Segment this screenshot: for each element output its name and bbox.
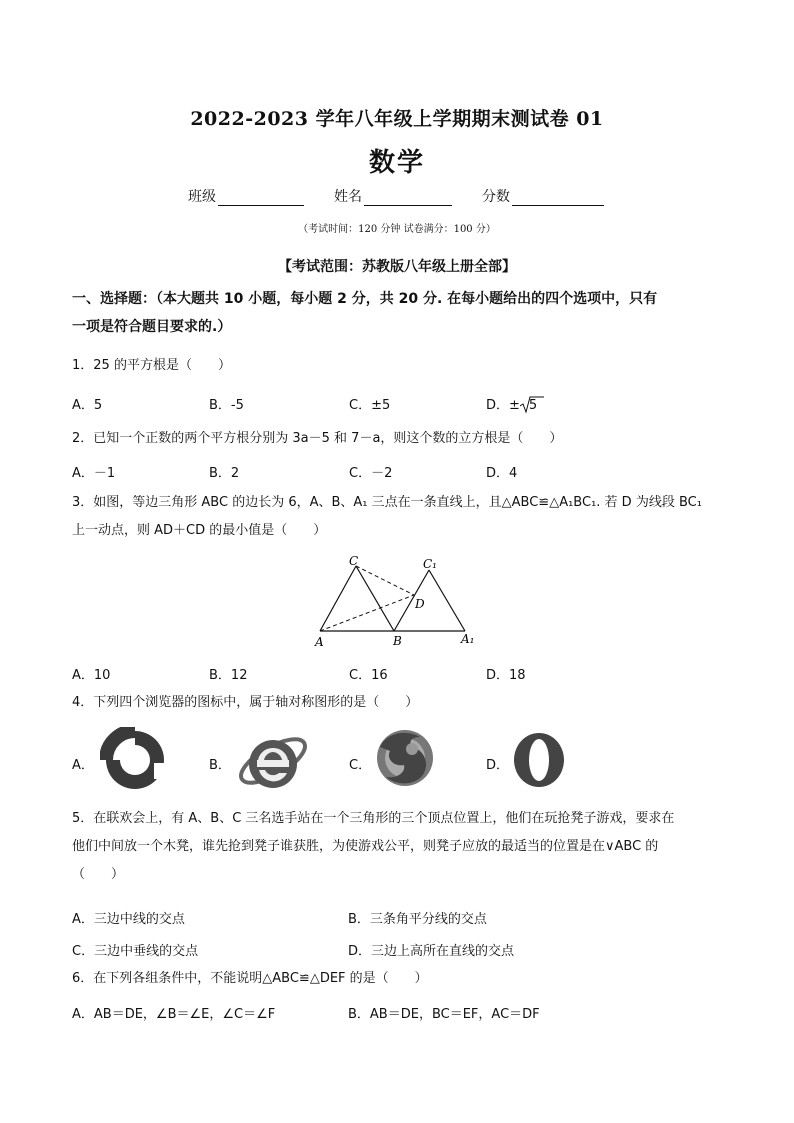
q4-option-d[interactable]: D． — [486, 758, 510, 773]
name-blank[interactable] — [364, 189, 452, 206]
q2-option-a[interactable]: A．－1 — [72, 466, 116, 481]
section-heading — [72, 285, 732, 341]
question-4-stem: 4．下列四个浏览器的图标中，属于轴对称图形的是（ ） — [72, 695, 419, 710]
score-blank[interactable] — [512, 189, 604, 206]
q4-option-c[interactable]: C． — [349, 758, 372, 773]
name-label: 姓名 — [334, 189, 362, 205]
question-6-stem: 6．在下列各组条件中，不能说明△ABC≌△DEF 的是（ ） — [72, 971, 428, 986]
q4-option-a[interactable]: A． — [72, 758, 94, 773]
q5-option-a[interactable]: A．三边中线的交点 — [72, 912, 185, 927]
label-a1: A₁ — [461, 632, 475, 646]
q3-option-b[interactable]: B．12 — [209, 668, 248, 683]
exam-note: （考试时间：120 分钟 试卷满分：100 分） — [298, 224, 496, 235]
sqrt-sign-icon — [520, 395, 544, 415]
student-info-row — [188, 186, 634, 206]
q1-option-d-prefix: D．± — [486, 398, 520, 413]
q4-option-b[interactable]: B． — [209, 758, 231, 773]
q3-option-d[interactable]: D．18 — [486, 668, 526, 683]
question-5-stem-line1: 5．在联欢会上，有 A、B、C 三名选手站在一个三角形的三个顶点位置上，他们在玩抢凳子游戏，要求在 — [72, 811, 675, 826]
score-label: 分数 — [482, 189, 510, 205]
q1-option-c[interactable]: C．±5 — [349, 398, 391, 413]
firefox-icon[interactable] — [372, 727, 438, 789]
question-5-stem-line2: 他们中间放一个木凳，谁先抢到凳子谁获胜，为使游戏公平，则凳子应放的最适当的位置是在∨ABC 的 — [72, 839, 659, 854]
question-1-stem: 1．25 的平方根是（ ） — [72, 358, 231, 373]
question-3-stem-line1: 3．如图，等边三角形 ABC 的边长为 6，A、B、A₁ 三点在一条直线上，且△ABC≌△A₁BC₁. 若 D 为线段 BC₁ — [72, 495, 702, 510]
score-field — [482, 186, 604, 206]
q5-option-c[interactable]: C．三边中垂线的交点 — [72, 944, 199, 959]
q6-option-b[interactable]: B．AB＝DE，BC＝EF，AC＝DF — [348, 1007, 540, 1022]
exam-title: 2022-2023 学年八年级上学期期末测试卷 01 — [190, 108, 604, 130]
exam-scope: 【考试范围：苏教版八年级上册全部】 — [278, 259, 516, 275]
question-3-stem-line2: 上一动点，则 AD＋CD 的最小值是（ ） — [72, 523, 327, 538]
q1-option-d[interactable] — [486, 394, 537, 413]
dashed-ad — [320, 595, 414, 631]
name-field — [334, 186, 452, 206]
label-d: D — [415, 597, 425, 611]
chrome-like-ring-icon[interactable] — [100, 727, 170, 791]
label-a: A — [315, 635, 324, 649]
side-c1a1 — [429, 570, 465, 631]
q5-option-b[interactable]: B．三条角平分线的交点 — [348, 912, 487, 927]
subject-title: 数学 — [368, 148, 425, 178]
side-ac — [320, 566, 356, 631]
class-blank[interactable] — [218, 189, 304, 206]
q1-option-a[interactable]: A．5 — [72, 398, 103, 413]
label-c1: C₁ — [423, 557, 437, 571]
q2-option-c[interactable]: C．－2 — [349, 466, 393, 481]
q1-option-d-radicand: 5 — [528, 398, 538, 413]
label-b: B — [393, 634, 402, 648]
question-5-stem — [72, 805, 732, 889]
triangle-figure — [305, 553, 485, 653]
q3-option-c[interactable]: C．16 — [349, 668, 388, 683]
q5-option-d[interactable]: D．三边上高所在直线的交点 — [348, 944, 515, 959]
question-2-stem: 2．已知一个正数的两个平方根分别为 3a－5 和 7－a，则这个数的立方根是（ ） — [72, 431, 563, 446]
question-5-stem-line3: （ ） — [72, 867, 125, 882]
q3-option-a[interactable]: A．10 — [72, 668, 111, 683]
internet-explorer-icon[interactable] — [233, 726, 311, 796]
q2-option-b[interactable]: B．2 — [209, 466, 240, 481]
section-heading-line1: 一、选择题：（本大题共 10 小题，每小题 2 分，共 20 分. 在每小题给出的四个选项中，只有 — [72, 291, 658, 307]
question-3-stem — [72, 489, 732, 545]
q6-option-a[interactable]: A．AB＝DE，∠B＝∠E，∠C＝∠F — [72, 1007, 276, 1022]
label-c: C — [349, 554, 359, 568]
opera-icon[interactable] — [511, 731, 567, 789]
q1-option-b[interactable]: B．-5 — [209, 398, 244, 413]
q2-option-d[interactable]: D．4 — [486, 466, 518, 481]
section-heading-line2: 一项是符合题目要求的.） — [72, 319, 232, 335]
class-label: 班级 — [188, 189, 216, 205]
class-field — [188, 186, 304, 206]
